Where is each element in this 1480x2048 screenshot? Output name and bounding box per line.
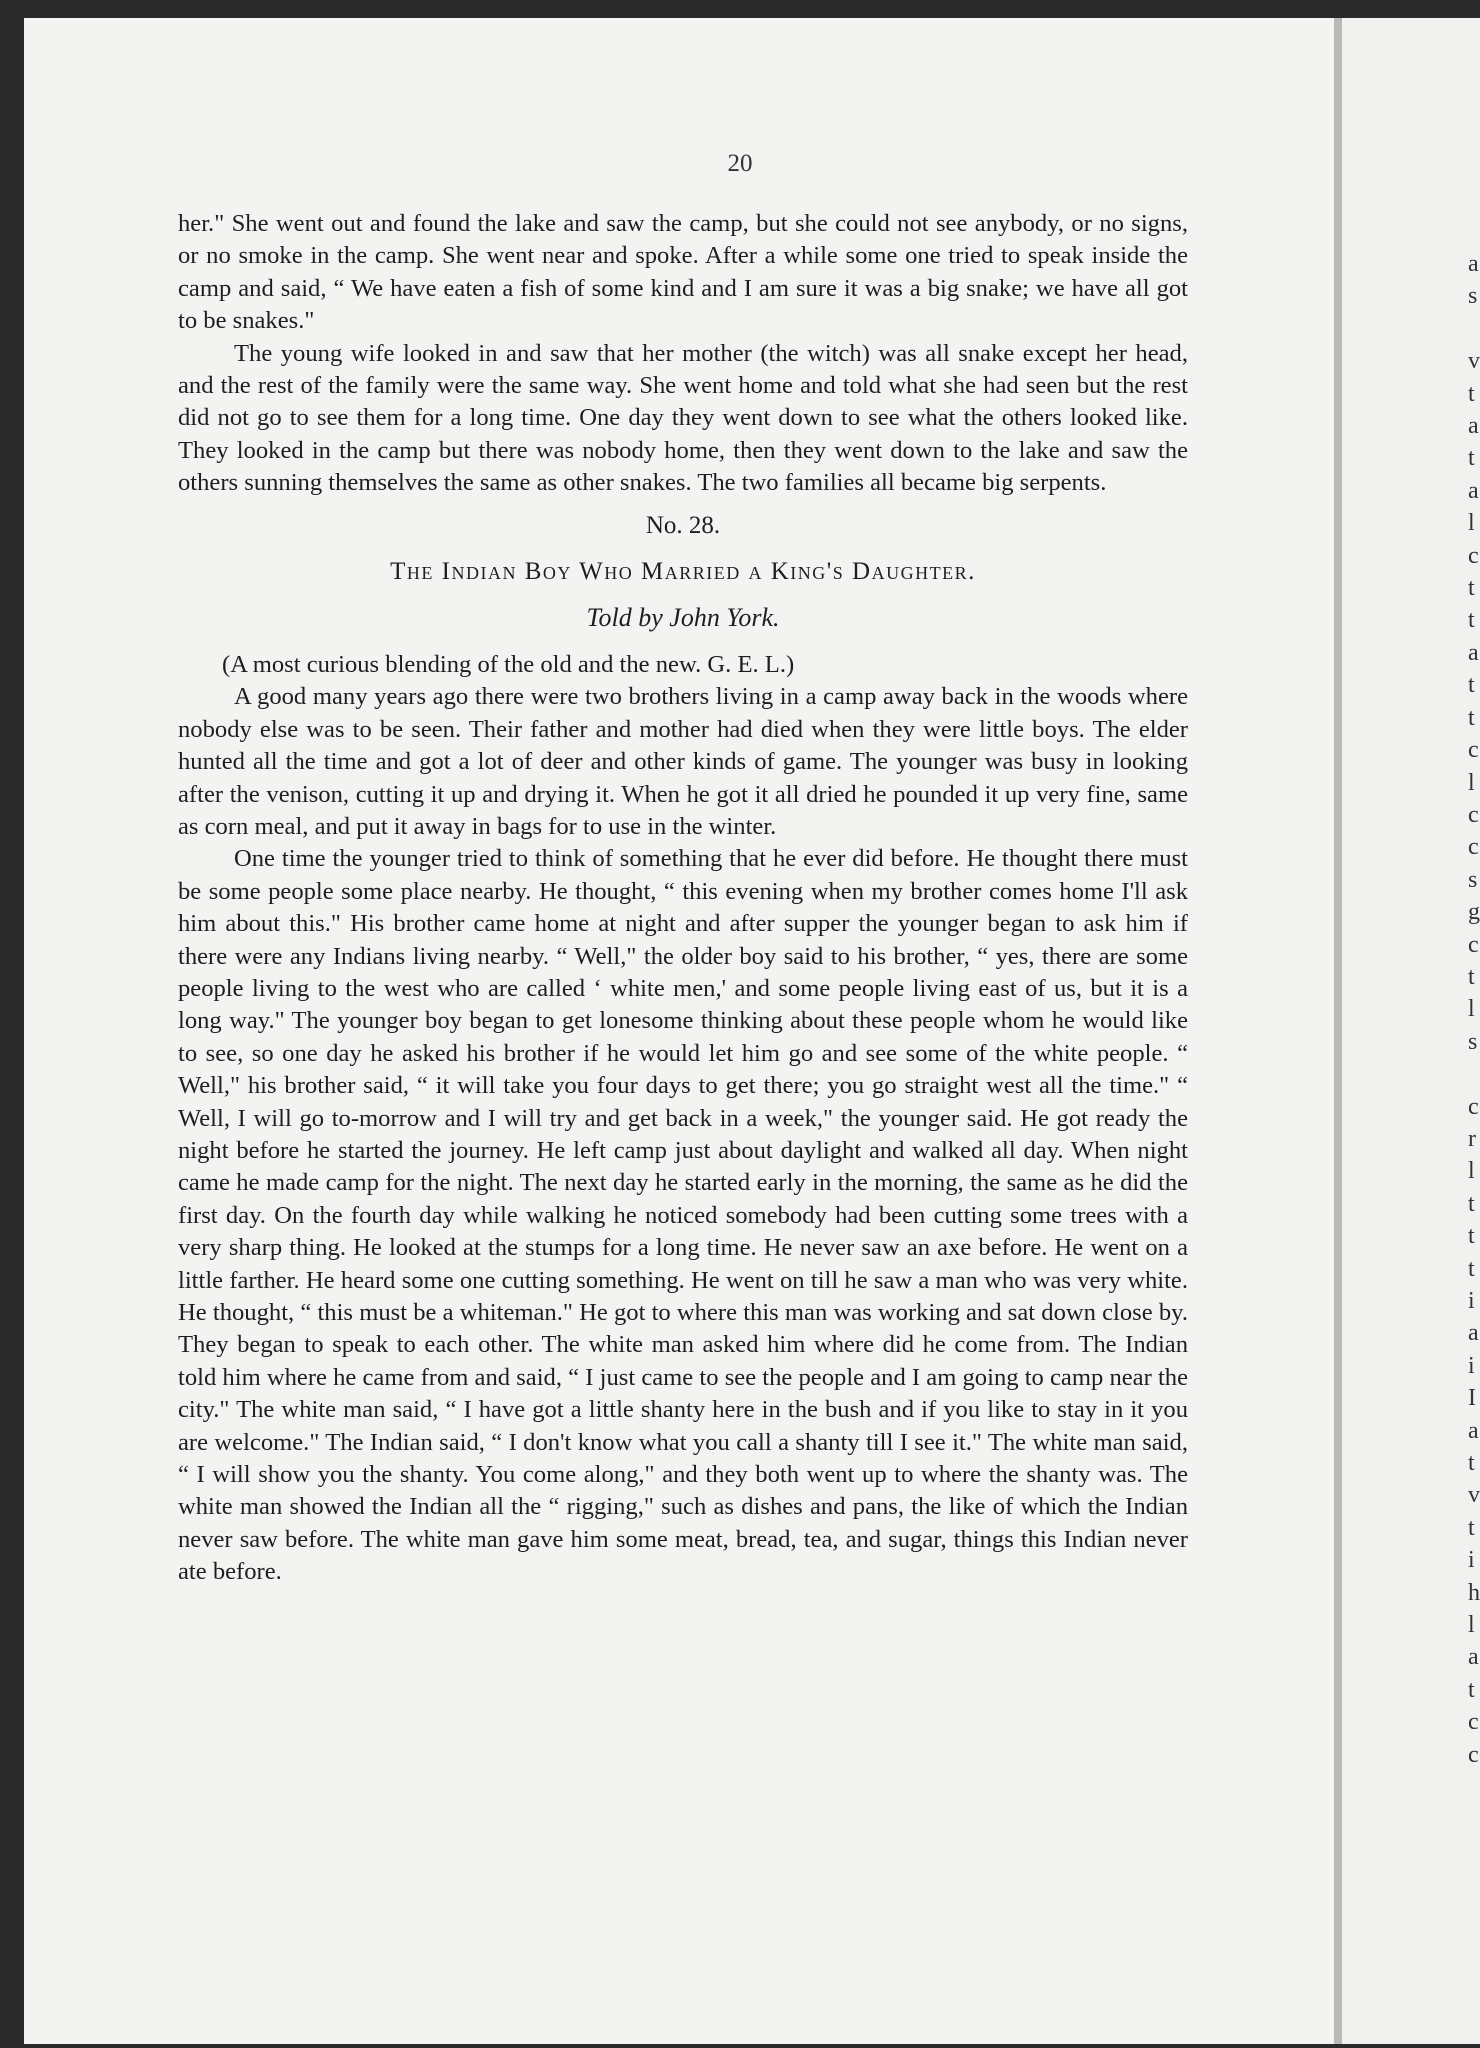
editor-note: (A most curious blending of the old and the new. G. E. L.)	[222, 650, 795, 678]
facing-page-letter: l	[1468, 510, 1475, 537]
facing-page-letter: a	[1468, 1644, 1479, 1671]
facing-page-letter: c	[1468, 737, 1479, 764]
facing-page-letter: t	[1468, 1190, 1475, 1217]
facing-page-letter: t	[1468, 672, 1475, 699]
facing-page-letter	[1468, 313, 1480, 345]
facing-page-letter	[1468, 1058, 1480, 1090]
paragraph-brothers: A good many years ago there were two brothers living in a camp away back in the woods where nobody else was to be seen. Their father and mother had died when they were little boys. The elder hunted all the time and got a lot of deer and other kinds of game. The younger was busy in looking after the venison, cutting it up and drying it. When he got it all dried he pounded it up very fine, same as corn meal, and put it away in bags for to use in the winter.	[178, 683, 1188, 840]
facing-page-letter: t	[1468, 1676, 1475, 1703]
facing-page-letter: t	[1468, 575, 1475, 602]
facing-page-letters	[1468, 248, 1480, 1771]
facing-page-letter: i	[1468, 1352, 1475, 1379]
facing-page-letter: a	[1468, 477, 1479, 504]
facing-page-letter: c	[1468, 542, 1479, 569]
story-title: The Indian Boy Who Married a King's Daughter.	[390, 558, 976, 586]
facing-page-letter: l	[1468, 996, 1475, 1023]
facing-page-letter: t	[1468, 704, 1475, 731]
facing-page-letter: c	[1468, 931, 1479, 958]
facing-page-letter: v	[1468, 1482, 1480, 1509]
facing-page-letter: h	[1468, 1579, 1480, 1606]
facing-page-letter: g	[1468, 899, 1480, 926]
paragraph-young-wife: The young wife looked in and saw that her mother (the witch) was all snake except her head, and the rest of the family were the same way. She went home and told what she had seen but the rest did not go to see them for a long time. One day they went down to see what the others looked like. They looked in the camp but there was nobody home, then they went down to the lake and saw the others sunning themselves the same as other snakes. The two families all became big serpents.	[178, 339, 1188, 497]
facing-page-letter: a	[1468, 639, 1479, 666]
page-gutter	[1334, 18, 1342, 2044]
facing-page-letter: c	[1468, 1741, 1479, 1768]
facing-page-letter: a	[1468, 413, 1479, 440]
continuation-paragraph: her." She went out and found the lake and saw the camp, but she could not see anybody, or no signs, or no smoke in the camp. She went near and spoke. After a while some one tried to speak inside the camp and said, “ We have eaten a fish of some kind and I am sure it was a big snake; we have all got to be snakes."	[178, 210, 1188, 335]
facing-page-letter: i	[1468, 1547, 1475, 1574]
facing-page-letter: r	[1468, 1125, 1476, 1152]
page-text	[178, 208, 1188, 1589]
facing-page-letter: s	[1468, 866, 1478, 893]
facing-page-edge	[1342, 18, 1480, 2044]
facing-page-letter: c	[1468, 834, 1479, 861]
facing-page-letter: t	[1468, 963, 1475, 990]
story-teller: Told by John York.	[586, 603, 780, 633]
facing-page-letter: c	[1468, 801, 1479, 828]
facing-page-letter: t	[1468, 1223, 1475, 1250]
facing-page-letter: t	[1468, 1514, 1475, 1541]
facing-page-letter: a	[1468, 1417, 1479, 1444]
facing-page-letter: c	[1468, 1709, 1479, 1736]
facing-page-letter: s	[1468, 1028, 1478, 1055]
story-number: No. 28.	[645, 511, 721, 539]
page-number: 20	[727, 150, 753, 177]
facing-page-letter: a	[1468, 1320, 1479, 1347]
facing-page-letter: l	[1468, 1612, 1475, 1639]
facing-page-letter: i	[1468, 1288, 1475, 1314]
facing-page-letter: l	[1468, 769, 1475, 796]
facing-page-letter: a	[1468, 251, 1479, 277]
facing-page-letter: l	[1468, 1158, 1475, 1185]
facing-page-letter: v	[1468, 348, 1480, 375]
facing-page-letter: s	[1468, 283, 1478, 310]
paragraph-one-time: One time the younger tried to think of something that he ever did before. He thought there must be some people some place nearby. He thought, “ this evening when my brother comes home I'll ask him about this." His brother came home at night and after supper the younger began to ask him if there were any Indians living nearby. “ Well," the older boy said to his brother, “ yes, there are some people living to the west who are called ‘ white men,' and some people living east of us, but it is a long way." The younger boy began to get lonesome thinking about these people whom he would like to see, so one day he asked his brother if he would let him go and see some of the white people. “ Well," his brother said, “ it will take you four days to get there; you go straight west all the time." “ Well, I will go to-morrow and I will try and get back in a week," the younger said. He got ready the night before he started the journey. He left camp just about daylight and walked all day. When night came he made camp for the night. The next day he started early in the morning, the same as he did the first day. On the fourth day while walking he noticed somebody had been cutting some trees with a very sharp thing. He looked at the stumps for a long time. He never saw an axe before. He went on a little farther. He heard some one cutting something. He went on till he saw a man who was very white. He thought, “ this must be a whiteman." He got to where this man was working and sat down close by. They began to speak to each other. The white man asked him where did he come from. The Indian told him where he came from and said, “ I just came to see the people and I am going to camp near the city." The white man said, “ I have got a little shanty here in the bush and if you like to stay in it you are welcome." The Indian said, “ I don't know what you call a shanty till I see it." The white man said, “ I will show you the shanty. You come along," and they both went up to where the shanty was. The white man showed the Indian all the “ rigging," such as dishes and pans, the like of which the Indian never saw before. The white man gave him some meat, bread, tea, and sugar, things this Indian never ate before.	[178, 845, 1188, 1586]
facing-page-letter: t	[1468, 380, 1475, 407]
facing-page-letter: I	[1468, 1385, 1476, 1412]
facing-page-letter: t	[1468, 1255, 1475, 1282]
facing-page-letter: t	[1468, 1450, 1475, 1477]
facing-page-letter: t	[1468, 445, 1475, 472]
facing-page-letter: c	[1468, 1093, 1479, 1120]
facing-page-letter: t	[1468, 607, 1475, 634]
